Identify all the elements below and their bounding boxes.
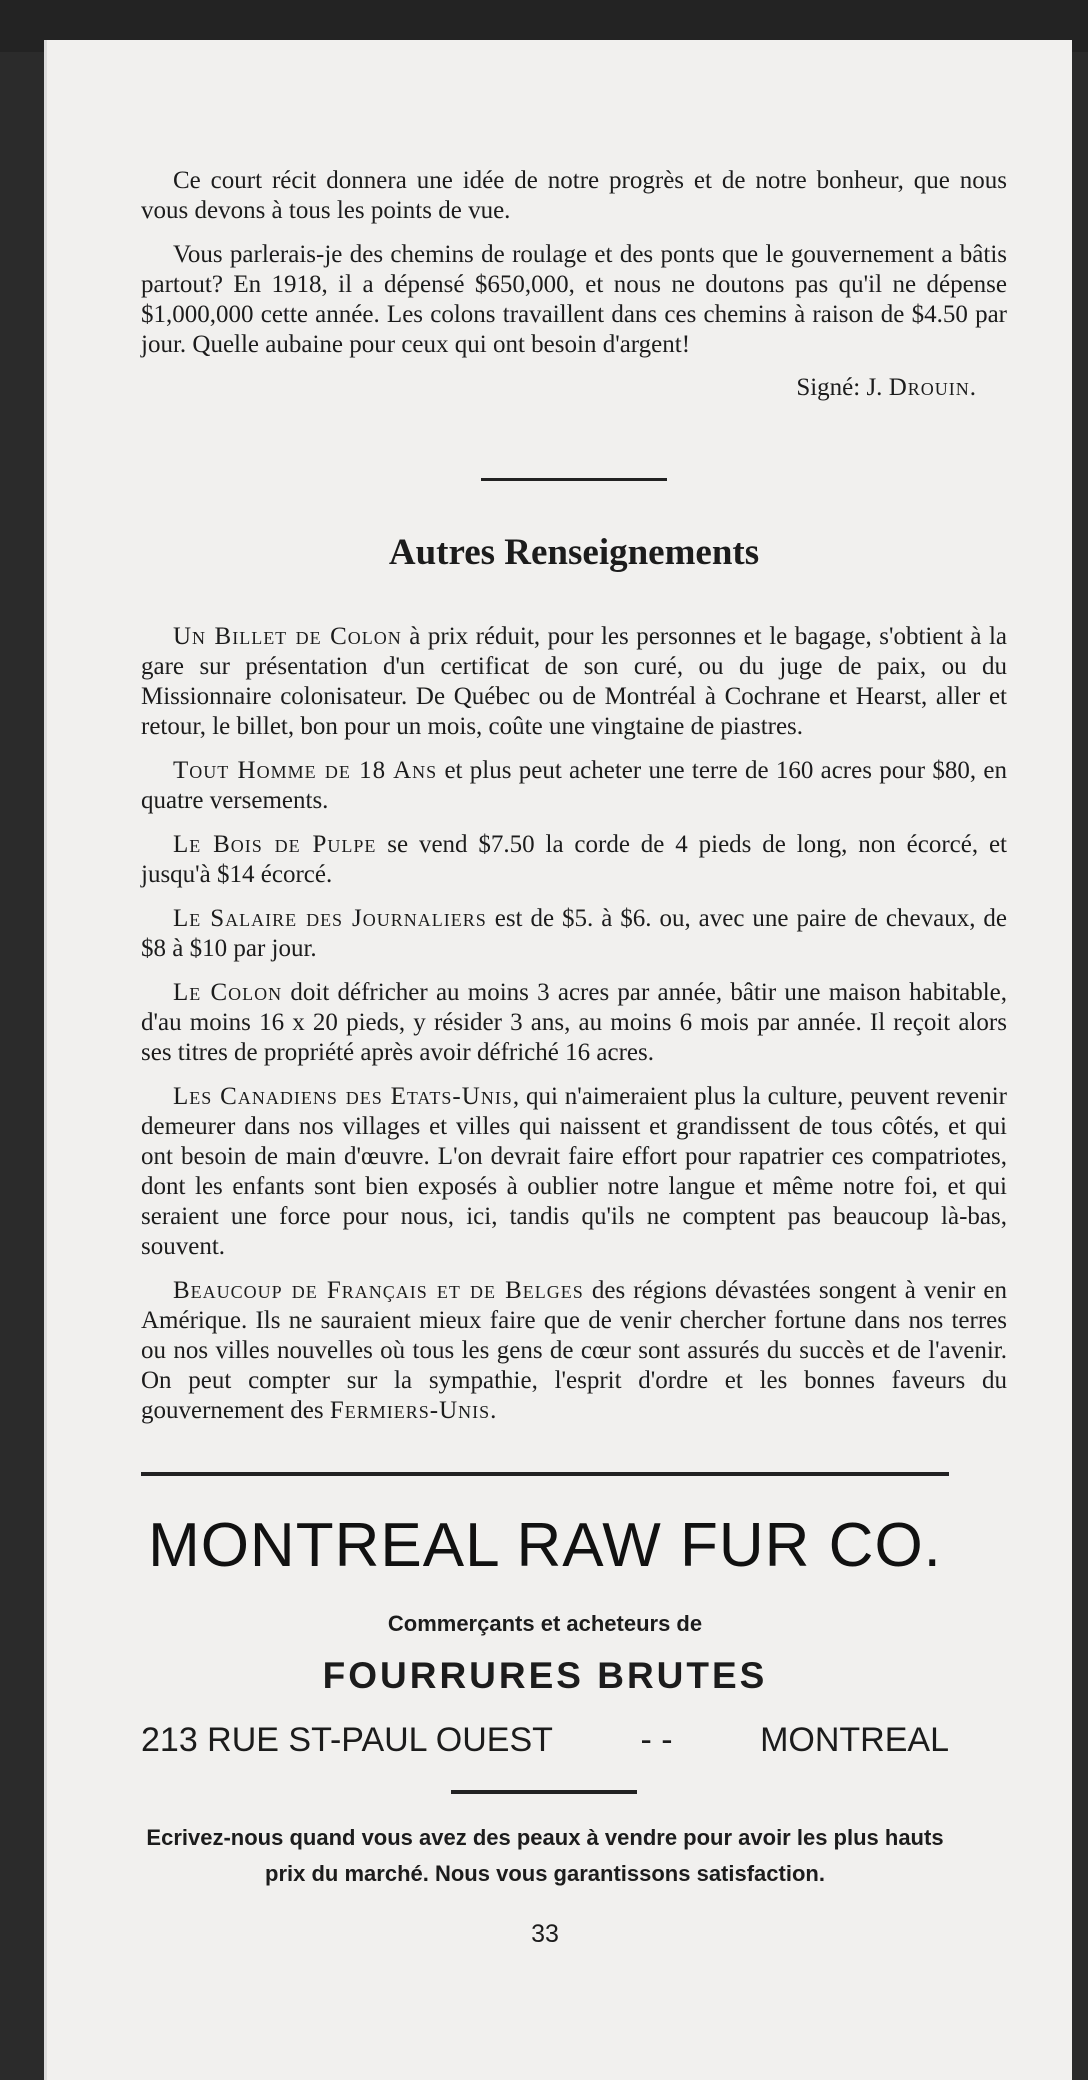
info-paragraph-bois bbox=[141, 830, 1007, 890]
paragraph-body: et plus peut acheter une terre de 160 acres pour $80, en quatre versements. bbox=[141, 757, 1007, 814]
ad-address-line bbox=[141, 1721, 949, 1760]
lead-in: Tout Homme de 18 Ans bbox=[173, 757, 438, 784]
advertisement-rule bbox=[141, 1472, 949, 1476]
paragraph-body: se vend $7.50 la corde de 4 pieds de long, non écorcé, et jusqu'à $14 écorcé. bbox=[141, 831, 1007, 888]
info-paragraph-billet bbox=[141, 622, 1007, 742]
lead-in: Le Colon bbox=[173, 979, 283, 1006]
book-page bbox=[44, 40, 1072, 2080]
info-paragraph-homme bbox=[141, 756, 1007, 816]
lead-in: Un Billet de Colon bbox=[173, 623, 402, 650]
ad-divider bbox=[451, 1790, 637, 1794]
signature-name: Drouin. bbox=[888, 374, 977, 401]
ad-street: 213 RUE ST-PAUL OUEST bbox=[141, 1721, 553, 1759]
ad-company-name: MONTREAL RAW FUR CO. bbox=[148, 1511, 942, 1580]
info-paragraph-salaire bbox=[141, 904, 1007, 964]
section-divider bbox=[481, 478, 667, 481]
lead-in-tail: Fermiers-Unis. bbox=[329, 1397, 498, 1424]
paragraph-body: est de $5. à $6. ou, avec une paire de chevaux, de $8 à $10 par jour. bbox=[141, 905, 1007, 962]
ad-headline: FOURRURES BRUTES bbox=[322, 1655, 768, 1696]
paragraph-body: , qui n'aimeraient plus la culture, peuvent revenir demeurer dans nos villages et villes qui naissent et grandissent de tous côtés, et qui ont besoin de main d'œuvre. L'on devrait faire effort pour rapatrier ces compatriotes, dont les enfants sont bien exposés à oublier notre langue et même notre foi, et qui seraient une force pour nous, ici, tandis qu'ils ne comptent pas beaucoup là-bas, souvent. bbox=[141, 1083, 1008, 1260]
ad-city: MONTREAL bbox=[760, 1721, 949, 1759]
signature bbox=[141, 374, 977, 402]
signature-prefix: Signé: J. bbox=[796, 374, 889, 401]
info-paragraph-colon bbox=[141, 978, 1007, 1068]
intro-paragraph-1: Ce court récit donnera une idée de notre progrès et de notre bonheur, que nous vous devons à tous les points de vue. bbox=[141, 167, 1007, 224]
paragraph-body: des régions dévastées songent à venir en Amérique. Ils ne sauraient mieux faire que de venir chercher fortune dans nos terres ou nos villes nouvelles où tous les gens de cœur sont assurés du succès et de l'avenir. On peut compter sur la sympathie, l'esprit d'ordre et les bonnes faveurs du gouvernement des bbox=[141, 1277, 1007, 1424]
section-title: Autres Renseignements bbox=[388, 532, 760, 573]
lead-in: Le Salaire des Journaliers bbox=[173, 905, 487, 932]
lead-in: Le Bois de Pulpe bbox=[173, 831, 377, 858]
ad-subtitle: Commerçants et acheteurs de bbox=[387, 1611, 703, 1636]
page-number: 33 bbox=[531, 1920, 559, 1948]
info-paragraph-francais bbox=[141, 1276, 1007, 1426]
paragraph-body: à prix réduit, pour les personnes et le bagage, s'obtient à la gare sur présentation d'un certificat de son curé, ou du juge de paix, ou du Missionnaire colonisateur. De Québec ou de Montréal à Cochrane et Hearst, aller et retour, le billet, bon pour un mois, coûte une vingtaine de piastres. bbox=[141, 623, 1007, 740]
paragraph-body: doit défricher au moins 3 acres par année, bâtir une maison habitable, d'au moins 16 x 20 pieds, y résider 3 ans, au moins 6 mois par année. Il reçoit alors ses titres de propriété après avoir défriché 16 acres. bbox=[141, 979, 1008, 1066]
advertisement bbox=[141, 1510, 1007, 1949]
ad-dashes: - - bbox=[640, 1721, 673, 1759]
ad-body-text: Ecrivez-nous quand vous avez des peaux à vendre pour avoir les plus hauts prix du marché. Nous vous garantissons satisfaction. bbox=[146, 1825, 944, 1886]
lead-in: Beaucoup de Français et de Belges bbox=[173, 1277, 584, 1304]
intro-paragraph-2: Vous parlerais-je des chemins de roulage et des ponts que le gouvernement a bâtis partout? En 1918, il a dépensé $650,000, et nous ne doutons pas qu'il ne dépense $1,000,000 cette année. Les colons travaillent dans ces chemins à raison de $4.50 par jour. Quelle aubaine pour ceux qui ont besoin d'argent! bbox=[141, 241, 1007, 358]
page-content bbox=[141, 166, 1007, 1949]
lead-in: Les Canadiens des Etats-Unis bbox=[173, 1083, 513, 1110]
info-paragraph-canadiens bbox=[141, 1082, 1007, 1262]
